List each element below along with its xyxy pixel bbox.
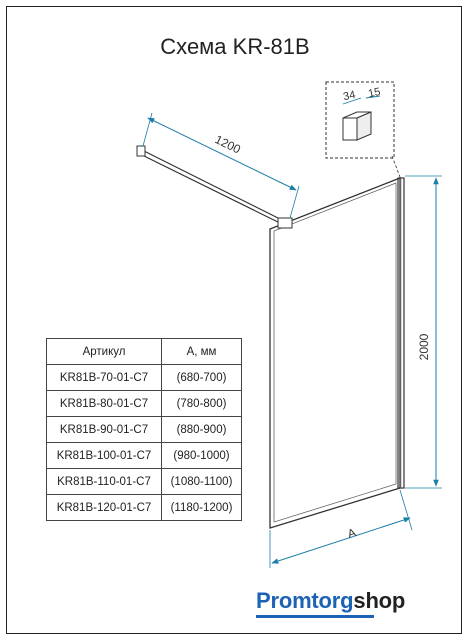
- logo-part-shop: shop: [353, 588, 406, 613]
- promtorgshop-logo[interactable]: [256, 588, 405, 614]
- table-header-row: [47, 339, 242, 365]
- size-cell: (1180-1200): [162, 495, 242, 521]
- dimension-1200: [143, 113, 299, 218]
- article-cell: KR81B-100-01-C7: [47, 443, 162, 469]
- size-column-header: А, мм: [162, 339, 242, 365]
- size-cell: (880-900): [162, 417, 242, 443]
- glass-panel: [270, 178, 400, 528]
- article-cell: KR81B-110-01-C7: [47, 469, 162, 495]
- scheme-title: Схема KR-81B: [160, 34, 310, 59]
- support-bar: [137, 146, 292, 228]
- article-column-header: Артикул: [47, 339, 162, 365]
- wall-profile: [398, 178, 404, 488]
- size-cell: (680-700): [162, 365, 242, 391]
- article-cell: KR81B-80-01-C7: [47, 391, 162, 417]
- article-cell: KR81B-120-01-C7: [47, 495, 162, 521]
- table-row: [47, 391, 242, 417]
- profile-detail-callout: [326, 82, 400, 177]
- table-row: [47, 417, 242, 443]
- table-row: [47, 469, 242, 495]
- dimension-a-label: A: [345, 525, 358, 542]
- profile-width-label: 34: [342, 88, 357, 104]
- article-cell: KR81B-90-01-C7: [47, 417, 162, 443]
- article-table: [46, 338, 242, 521]
- logo-part-promtorg: Promtorg: [256, 588, 354, 613]
- size-cell: (780-800): [162, 391, 242, 417]
- table-row: [47, 365, 242, 391]
- dimension-2000-label: 2000: [417, 333, 431, 361]
- dimension-a: [270, 490, 412, 568]
- dimension-1200-label: 1200: [212, 132, 243, 157]
- table-row: [47, 495, 242, 521]
- article-cell: KR81B-70-01-C7: [47, 365, 162, 391]
- size-cell: (1080-1100): [162, 469, 242, 495]
- size-cell: (980-1000): [162, 443, 242, 469]
- profile-depth-label: 15: [367, 85, 382, 101]
- logo-underline: [256, 615, 374, 618]
- table-row: [47, 443, 242, 469]
- dimension-2000: [405, 176, 442, 488]
